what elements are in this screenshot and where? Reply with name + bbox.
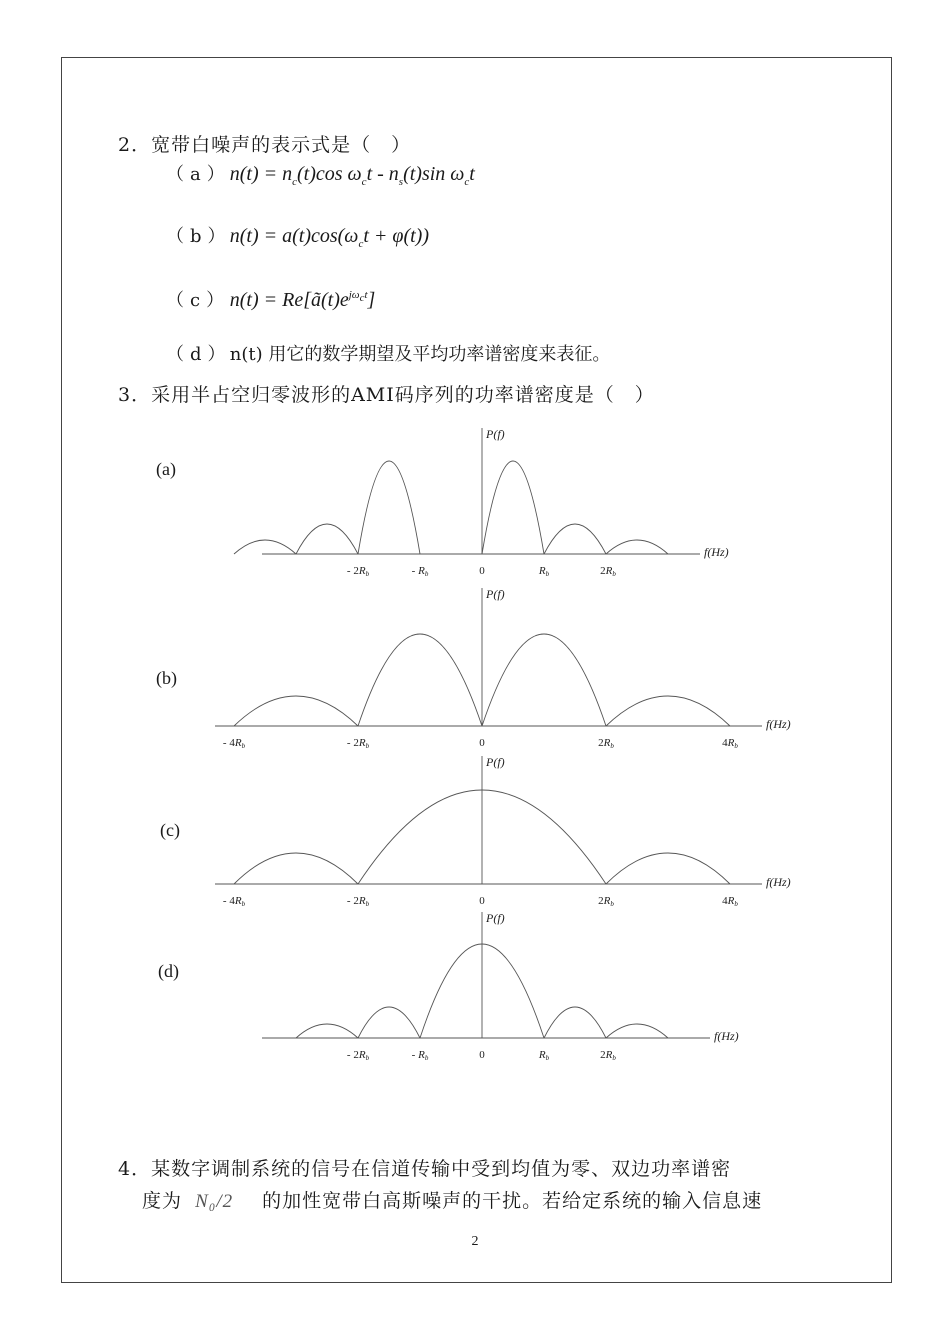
graph-d-lobe-4 [544, 1007, 606, 1038]
q4-line1: 4．某数字调制系统的信号在信道传输中受到均值为零、双边功率谱密 [118, 1158, 732, 1180]
graph-a-tick-5: 2Rb [600, 565, 616, 578]
graph-a-tick-3: 0 [479, 565, 485, 577]
graph-d-lobe-1 [296, 1024, 358, 1038]
graph-b [215, 587, 791, 750]
q2-option-a-label: （a） [166, 164, 231, 185]
graph-d [262, 911, 739, 1062]
graph-c-lobe-1 [234, 853, 358, 884]
graph-c-tick-2: - 2Rb [346, 895, 370, 908]
graph-c-tick-3: 0 [479, 895, 485, 907]
q2-option-a-formula: $n(t) = n_c(t)\cos$ $\omega_ct - n_s(t)\sin$ $\omega_ct$ [229, 163, 475, 188]
graph-b-ylabel: P(f) [486, 587, 505, 601]
q2-option-c-label: （c） [166, 290, 231, 311]
graph-a-lobe-2 [296, 524, 358, 554]
graph-d-lobe-5 [606, 1024, 668, 1038]
graph-c-ylabel: P(f) [486, 755, 505, 769]
graph-d-tick-3: 0 [479, 1049, 485, 1061]
graph-a-lobe-1 [234, 540, 296, 554]
graph-d-xlabel: f(Hz) [714, 1029, 739, 1043]
graph-b-label: (b) [156, 668, 177, 688]
graph-b-tick-2: - 2Rb [346, 737, 370, 750]
graph-a-xlabel: f(Hz) [704, 545, 729, 559]
graph-a-tick-2: - Rb [411, 565, 429, 578]
page-number: 2 [471, 1234, 479, 1249]
graph-b-lobe-4 [606, 696, 730, 726]
graph-c-tick-1: - 4Rb [222, 895, 246, 908]
graph-b-lobe-1 [234, 696, 358, 726]
graph-d-tick-2: - Rb [411, 1049, 429, 1062]
q4-noise-psd: N₀/2 [195, 1191, 234, 1212]
q2-option-b-formula: $n(t) = a(t)\cos(\omega_ct + \varphi(t))$ [229, 225, 429, 250]
graph-d-tick-4: Rb [538, 1049, 550, 1062]
graph-c-xlabel: f(Hz) [766, 875, 791, 889]
q2-option-c-formula: $n(t) = Re[ã(t)e^{j\omega_ct}]$ [229, 289, 376, 311]
graph-c-tick-5: 4Rb [722, 895, 738, 908]
graph-d-ylabel: P(f) [486, 911, 505, 925]
q4-line2-post: 的加性宽带白高斯噪声的干扰。若给定系统的输入信息速 [262, 1190, 763, 1212]
graph-c [215, 755, 791, 908]
q2-option-d-text: n(t) 用它的数学期望及平均功率谱密度来表征。 [229, 344, 611, 365]
graph-a-lobe-6 [606, 540, 668, 554]
graph-a-tick-4: Rb [538, 565, 550, 578]
graph-a [234, 427, 729, 578]
graph-a-lobe-5 [544, 524, 606, 554]
q2-option-d-label: （d） [166, 344, 232, 365]
graph-b-lobe-3 [482, 634, 606, 726]
graph-c-lobe-3 [606, 853, 730, 884]
graph-d-tick-1: - 2Rb [346, 1049, 370, 1062]
graph-a-ylabel: P(f) [486, 427, 505, 441]
q3-stem: 3．采用半占空归零波形的AMI码序列的功率谱密度是（ ） [118, 384, 655, 406]
graph-c-label: (c) [160, 820, 180, 840]
graph-a-lobe-3 [358, 461, 420, 554]
q2-option-b-label: （b） [166, 226, 232, 247]
graph-b-tick-1: - 4Rb [222, 737, 246, 750]
graph-a-tick-1: - 2Rb [346, 565, 370, 578]
graph-d-lobe-2 [358, 1007, 420, 1038]
q2-stem: 2．宽带白噪声的表示式是（ ） [118, 134, 412, 156]
graph-b-tick-4: 2Rb [598, 737, 614, 750]
graph-b-tick-5: 4Rb [722, 737, 738, 750]
q4-line2 [142, 1186, 762, 1213]
graph-b-lobe-2 [358, 634, 482, 726]
graph-a-label: (a) [156, 459, 176, 479]
q4-line2-pre: 度为 [142, 1190, 183, 1212]
graph-d-tick-5: 2Rb [600, 1049, 616, 1062]
graph-b-xlabel: f(Hz) [766, 717, 791, 731]
graph-b-tick-3: 0 [479, 737, 485, 749]
graph-a-lobe-4 [482, 461, 544, 554]
graph-d-label: (d) [158, 961, 179, 981]
graph-c-tick-4: 2Rb [598, 895, 614, 908]
